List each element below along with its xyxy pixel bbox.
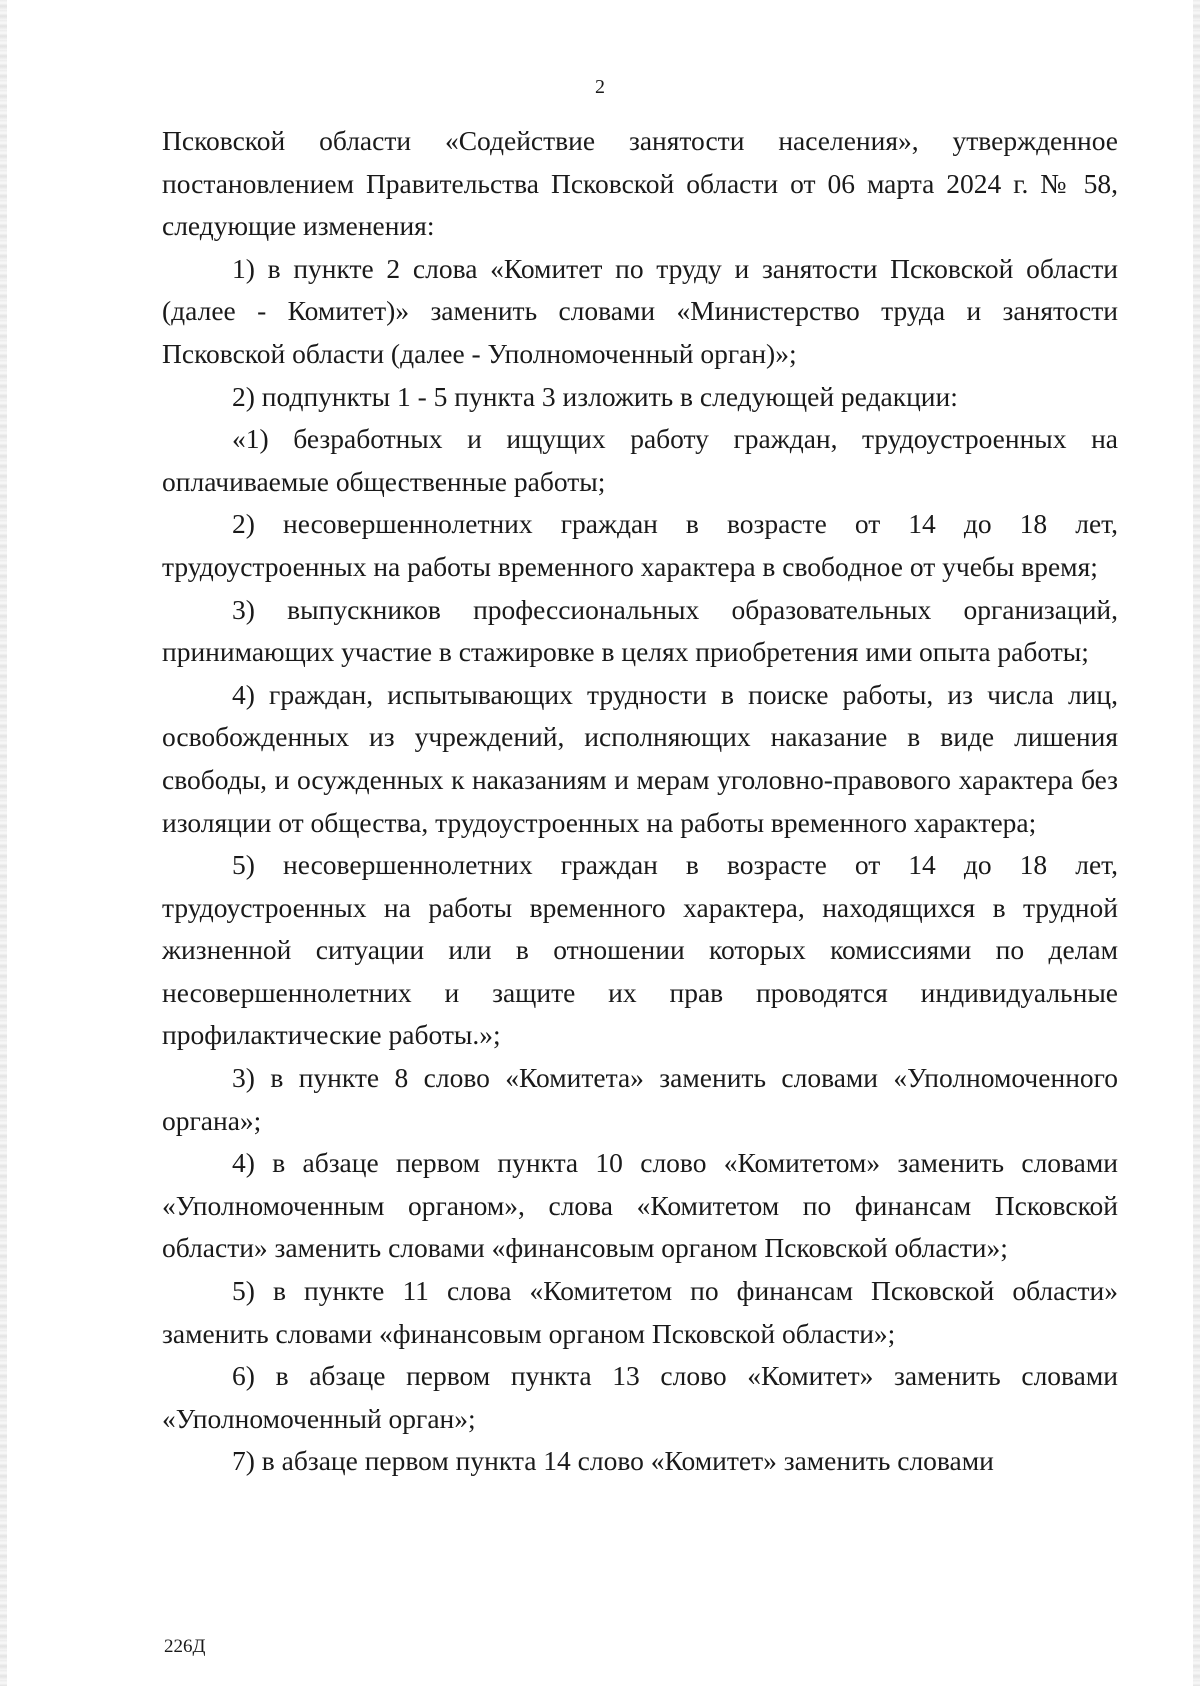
page-number: 2 [595,76,605,98]
paragraph-item-6: 6) в абзаце первом пункта 13 слово «Комитет» заменить словами «Уполномоченный орган»; [162,1360,1118,1434]
paragraph-item-1: 1) в пункте 2 слова «Комитет по труду и занятости Псковской области (далее - Комитет)» заменить словами «Министерство труда и занятости Псковской области (далее - Уполномоченный орган)»; [162,252,1118,369]
paragraph-subitem-3: 3) выпускников профессиональных образовательных организаций, принимающих участие в стажировке в целях приобретения ими опыта работы; [162,593,1118,668]
document-body [162,120,1118,1483]
paragraph-subitem-1: «1) безработных и ищущих работу граждан, трудоустроенных на оплачиваемые общественные работы; [162,423,1118,497]
footer-document-code: 226Д [164,1636,206,1657]
paragraph-item-7: 7) в абзаце первом пункта 14 слово «Комитет» заменить словами [232,1445,994,1477]
paragraph-item-5: 5) в пункте 11 слова «Комитетом по финансам Псковской области» заменить словами «финансовым органом Псковской области»; [162,1275,1118,1349]
scan-edge-right [1193,0,1200,1686]
paragraph-continuation: Псковской области «Содействие занятости населения», утвержденное постановлением Правительства Псковской области от 06 марта 2024 г. № 58, следующие изменения: [162,125,1118,242]
paragraph-item-3: 3) в пункте 8 слово «Комитета» заменить словами «Уполномоченного органа»; [162,1062,1118,1136]
paragraph-subitem-4: 4) граждан, испытывающих трудности в поиске работы, из числа лиц, освобожденных из учреждений, исполняющих наказание в виде лишения свободы, и осужденных к наказаниям и мерам уголовно-правового характера без изоляции от общества, трудоустроенных на работы временного характера; [162,678,1118,838]
paragraph-subitem-2: 2) несовершеннолетних граждан в возрасте от 14 до 18 лет, трудоустроенных на работы временного характера в свободное от учебы время; [162,508,1118,582]
paragraph-item-2: 2) подпункты 1 - 5 пункта 3 изложить в следующей редакции: [232,380,958,412]
paragraph-item-4: 4) в абзаце первом пункта 10 слово «Комитетом» заменить словами «Уполномоченным органом», слова «Комитетом по финансам Псковской области» заменить словами «финансовым органом Псковской области»; [162,1147,1118,1264]
paragraph-subitem-5: 5) несовершеннолетних граждан в возрасте от 14 до 18 лет, трудоустроенных на работы временного характера, находящихся в трудной жизненной ситуации или в отношении которых комиссиями по делам несовершеннолетних и защите их прав проводятся индивидуальные профилактические работы.»; [162,849,1118,1051]
scan-edge-left [0,0,7,1686]
